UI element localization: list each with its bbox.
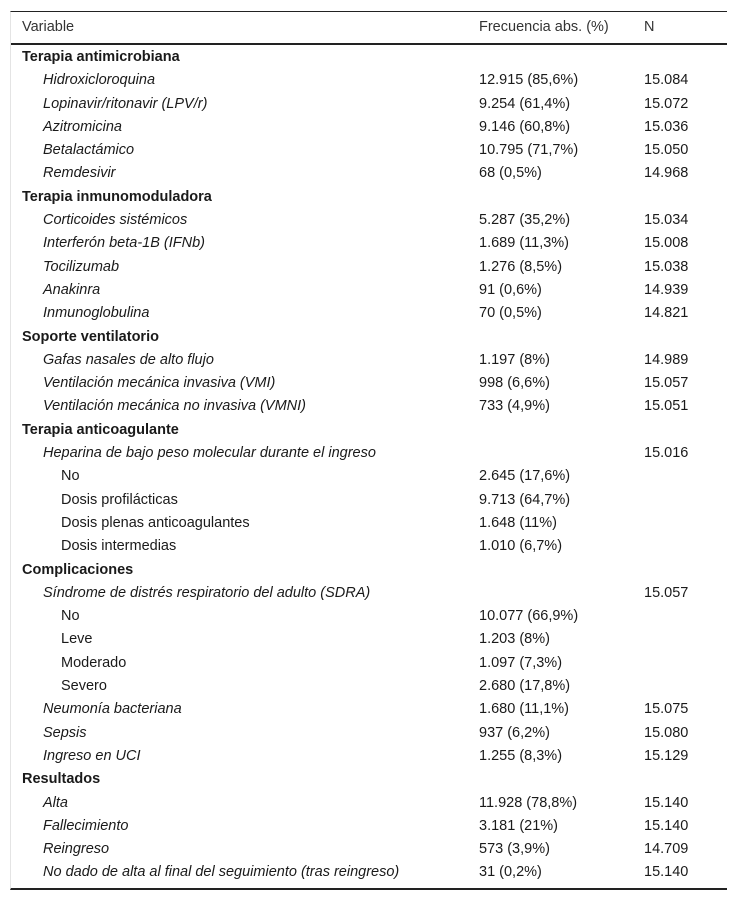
table-row [11,302,727,325]
n-cell: 14.939 [644,281,689,298]
data-table [10,11,727,890]
frequency-cell: 9.254 (61,4%) [479,95,571,112]
variable-cell: Lopinavir/ritonavir (LPV/r) [43,95,208,112]
section-row [11,559,727,582]
variable-cell: Síndrome de distrés respiratorio del adulto (SDRA) [43,584,371,601]
n-cell: 15.051 [644,398,689,415]
header-variable: Variable [22,19,75,35]
frequency-cell: 1.255 (8,3%) [479,747,563,764]
n-cell: 15.034 [644,212,689,229]
n-cell: 14.709 [644,841,689,858]
table-row [11,232,727,255]
frequency-cell: 1.203 (8%) [479,631,550,648]
table-row [11,69,727,92]
variable-cell: Ventilación mecánica no invasiva (VMNI) [43,398,306,415]
n-cell: 14.968 [644,165,689,182]
frequency-cell: 31 (0,2%) [479,864,542,881]
frequency-cell: 1.197 (8%) [479,351,550,368]
header-n: N [644,19,655,35]
variable-cell: Interferón beta-1B (IFNb) [43,235,205,252]
variable-cell: Terapia anticoagulante [22,421,179,438]
n-cell: 15.036 [644,118,689,135]
variable-cell: Corticoides sistémicos [43,212,188,229]
frequency-cell: 2.680 (17,8%) [479,678,571,695]
variable-cell: Ingreso en UCI [43,747,141,764]
n-cell: 15.057 [644,584,689,601]
table-row [11,792,727,815]
section-row [11,419,727,442]
frequency-cell: 1.648 (11%) [479,514,557,531]
table-row [11,139,727,162]
n-cell: 15.080 [644,724,689,741]
table-header [11,12,727,45]
frequency-cell: 3.181 (21%) [479,817,558,834]
n-cell: 15.140 [644,794,689,811]
variable-cell: Gafas nasales de alto flujo [43,351,214,368]
table-row [11,372,727,395]
frequency-cell: 1.010 (6,7%) [479,538,563,555]
variable-cell: Neumonía bacteriana [43,701,182,718]
variable-cell: Complicaciones [22,561,134,578]
frequency-cell: 1.097 (7,3%) [479,654,563,671]
n-cell: 15.038 [644,258,689,275]
variable-cell: Dosis intermedias [61,538,177,555]
variable-cell: Terapia inmunomoduladora [22,188,212,205]
variable-cell: Heparina de bajo peso molecular durante el ingreso [43,445,376,462]
variable-cell: Reingreso [43,841,110,858]
variable-cell: Dosis profilácticas [61,491,178,508]
n-cell: 15.140 [644,817,689,834]
n-cell: 14.989 [644,351,689,368]
header-frequency: Frecuencia abs. (%) [479,19,609,35]
table-row [11,698,727,721]
frequency-cell: 10.795 (71,7%) [479,142,579,159]
variable-cell: Dosis plenas anticoagulantes [61,514,250,531]
n-cell: 15.050 [644,142,689,159]
table-row [11,256,727,279]
frequency-cell: 733 (4,9%) [479,398,550,415]
section-row [11,46,727,69]
n-cell: 15.129 [644,747,689,764]
variable-cell: Resultados [22,771,101,788]
n-cell: 15.084 [644,72,689,89]
variable-cell: Terapia antimicrobiana [22,49,180,65]
table-row [11,675,727,698]
table-row [11,395,727,418]
variable-cell: No [61,608,80,625]
frequency-cell: 937 (6,2%) [479,724,550,741]
frequency-cell: 10.077 (66,9%) [479,608,579,625]
n-cell: 15.016 [644,445,689,462]
variable-cell: Anakinra [43,281,101,298]
n-cell: 15.008 [644,235,689,252]
variable-cell: Tocilizumab [43,258,120,275]
variable-cell: Soporte ventilatorio [22,328,159,345]
variable-cell: Severo [61,678,107,695]
table-row [11,652,727,675]
table-row [11,628,727,651]
variable-cell: Ventilación mecánica invasiva (VMI) [43,375,276,392]
variable-cell: Fallecimiento [43,817,129,834]
section-row [11,186,727,209]
table-row [11,582,727,605]
table-row [11,209,727,232]
table-row [11,93,727,116]
frequency-cell: 5.287 (35,2%) [479,212,571,229]
table-row [11,162,727,185]
table-row [11,512,727,535]
frequency-cell: 12.915 (85,6%) [479,72,579,89]
table-row [11,279,727,302]
frequency-cell: 2.645 (17,6%) [479,468,571,485]
variable-cell: No dado de alta al final del seguimiento (tras reingreso) [43,864,400,881]
n-cell: 15.072 [644,95,689,112]
variable-cell: Sepsis [43,724,87,741]
n-cell: 14.821 [644,305,689,322]
section-row [11,768,727,791]
variable-cell: Hidroxicloroquina [43,72,156,89]
frequency-cell: 68 (0,5%) [479,165,542,182]
table-row [11,535,727,558]
table-body [11,45,727,888]
frequency-cell: 1.276 (8,5%) [479,258,563,275]
frequency-cell: 91 (0,6%) [479,281,542,298]
section-row [11,326,727,349]
table-row [11,489,727,512]
variable-cell: Inmunoglobulina [43,305,150,322]
table-row [11,815,727,838]
table-row [11,605,727,628]
table-row [11,722,727,745]
variable-cell: Alta [43,794,68,811]
table-row [11,349,727,372]
variable-cell: Moderado [61,654,127,671]
variable-cell: Azitromicina [43,118,122,135]
frequency-cell: 1.680 (11,1%) [479,701,570,718]
table-row [11,465,727,488]
table-row [11,838,727,861]
frequency-cell: 9.713 (64,7%) [479,491,571,508]
table-row [11,745,727,768]
variable-cell: Remdesivir [43,165,116,182]
frequency-cell: 9.146 (60,8%) [479,118,571,135]
table-row [11,861,727,884]
variable-cell: Leve [61,631,93,648]
frequency-cell: 573 (3,9%) [479,841,550,858]
variable-cell: No [61,468,80,485]
frequency-cell: 1.689 (11,3%) [479,235,570,252]
n-cell: 15.140 [644,864,689,881]
frequency-cell: 70 (0,5%) [479,305,542,322]
variable-cell: Betalactámico [43,142,135,159]
table-row [11,442,727,465]
n-cell: 15.057 [644,375,689,392]
n-cell: 15.075 [644,701,689,718]
frequency-cell: 11.928 (78,8%) [479,794,578,811]
frequency-cell: 998 (6,6%) [479,375,550,392]
table-row [11,116,727,139]
